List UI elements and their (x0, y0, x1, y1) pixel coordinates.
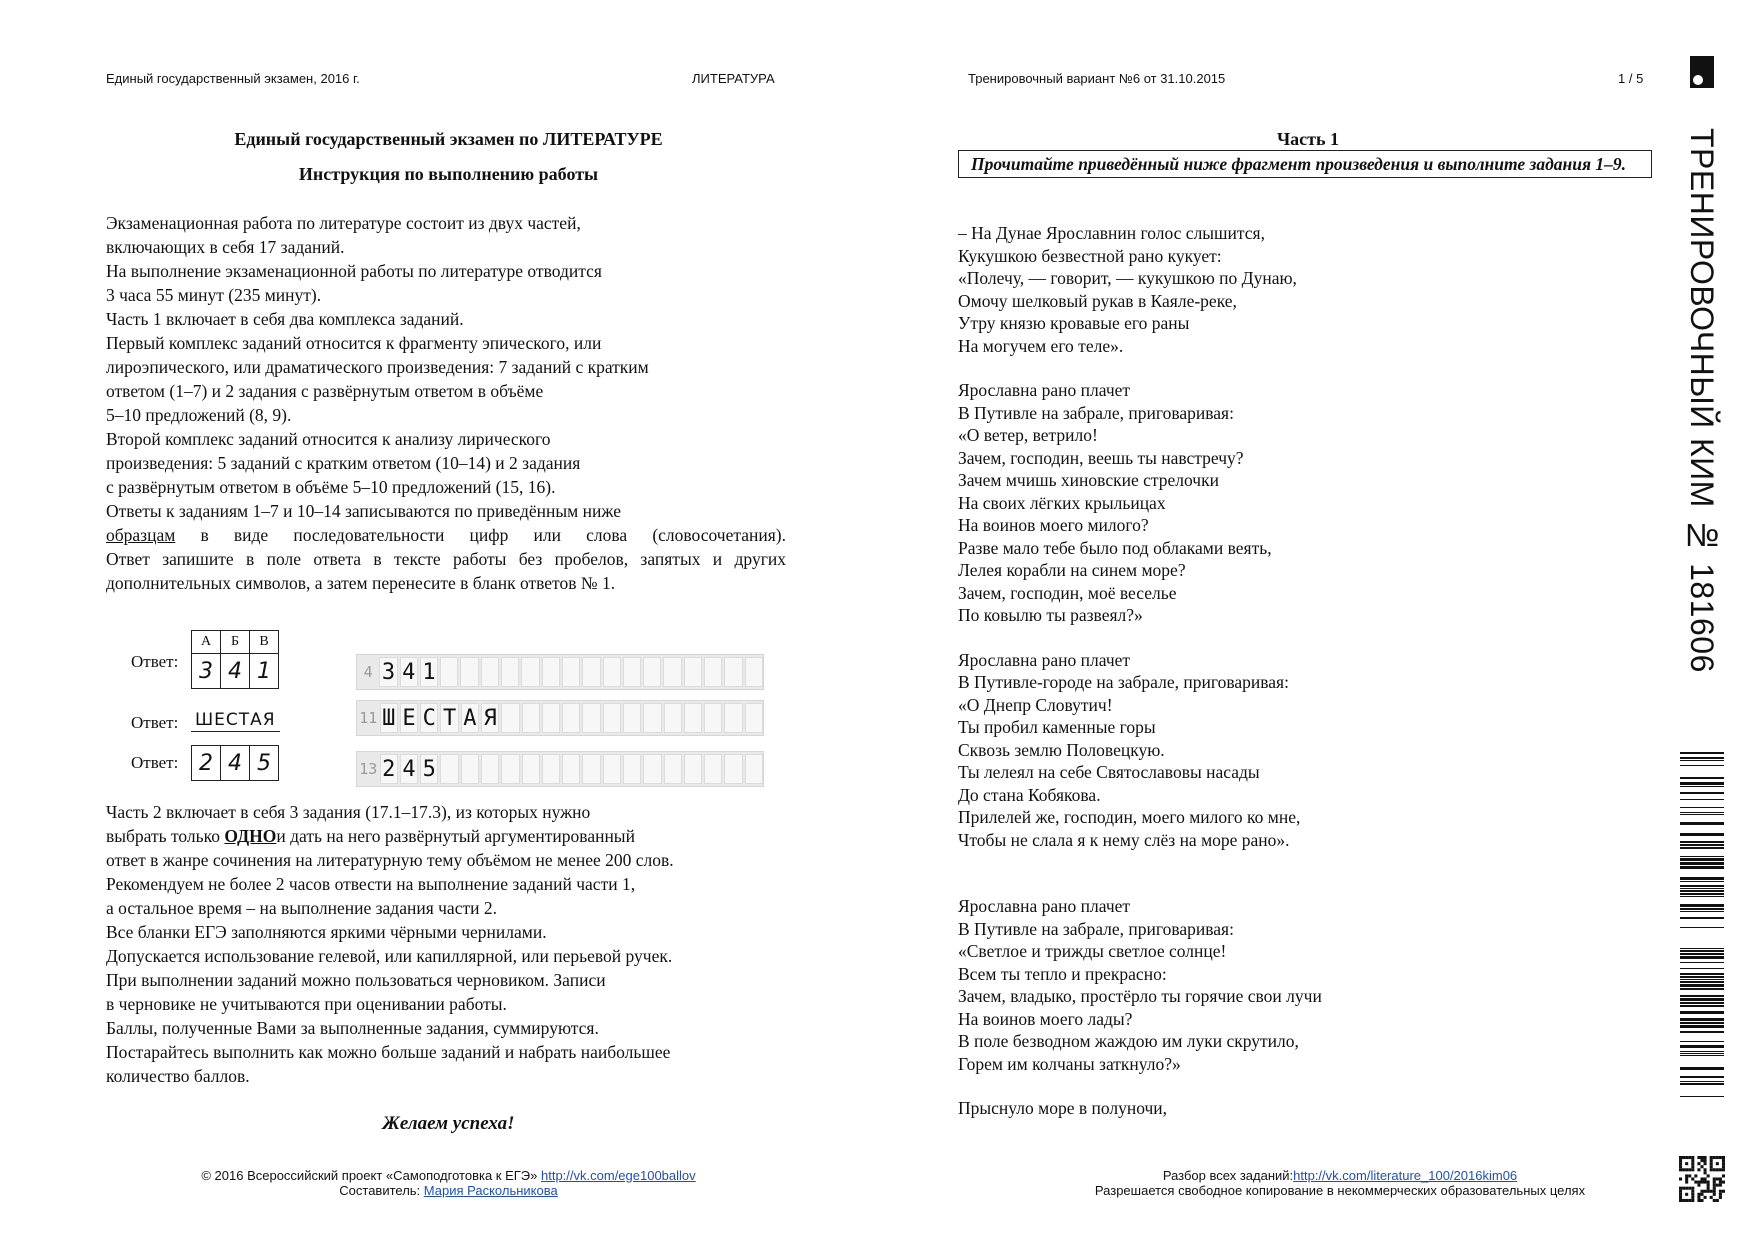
right-footer (990, 1168, 1690, 1198)
header-exam-year: Единый государственный экзамен, 2016 г. (106, 71, 360, 86)
text-line (106, 523, 786, 547)
poem-line: Ты пробил каменные горы (958, 717, 1156, 737)
form-cell: Я (481, 703, 499, 733)
form-task-number: 11 (359, 703, 378, 733)
form-cell (440, 657, 458, 687)
form-cell (684, 703, 702, 733)
poem-line: Утру князю кровавые его раны (958, 313, 1190, 333)
answer-label-2: Ответ: (131, 713, 179, 732)
form-cell (643, 657, 661, 687)
form-cell: 2 (380, 754, 398, 784)
form-cell (643, 754, 661, 784)
table-value-cell: 1 (250, 654, 279, 689)
form-task-number: 4 (359, 657, 377, 687)
form-cell: 3 (379, 657, 397, 687)
form-cell (522, 703, 540, 733)
answer-label-1: Ответ: (131, 652, 179, 671)
form-cell (704, 703, 722, 733)
text-fragment: и дать на него развёрнутый аргументированный (276, 826, 635, 846)
form-cell (440, 754, 458, 784)
text-line: Первый комплекс заданий относится к фрагменту эпического, или (106, 333, 602, 353)
poem-line: На воинов моего лады? (958, 1008, 1133, 1029)
table-header-cell: А (192, 631, 221, 654)
form-cell: Е (400, 703, 418, 733)
footer-copyright (106, 1168, 791, 1183)
form-cell (603, 657, 621, 687)
poem-line: Зачем, господин, веешь ты навстречу? (958, 447, 1244, 468)
form-cell (582, 657, 600, 687)
form-cell: 4 (400, 657, 418, 687)
answer-word-value: ШЕСТАЯ (191, 710, 280, 732)
text-line: Баллы, полученные Вами за выполненные задания, суммируются. (106, 1018, 599, 1038)
left-footer (106, 1168, 791, 1198)
answer-form-row-1 (356, 654, 764, 690)
form-cell (603, 754, 621, 784)
instructions-text (106, 211, 786, 595)
form-cell: Т (440, 703, 458, 733)
footer-author (106, 1183, 791, 1198)
form-cell (623, 657, 641, 687)
barcode-icon (1680, 752, 1724, 1104)
form-cell (664, 703, 682, 733)
form-cell (461, 754, 479, 784)
poem-line: Прыснуло море в полуночи, (958, 1098, 1168, 1118)
poem-line: Ярославна рано плачет (958, 649, 1131, 670)
form-cell (562, 703, 580, 733)
footer-analysis-label: Разбор всех заданий: (1162, 1168, 1294, 1183)
poem-line: На могучем его теле». (958, 335, 1124, 356)
text-line: 3 часа 55 минут (235 минут). (106, 285, 322, 305)
emphasis-one: ОДНО (224, 826, 277, 846)
stanza (958, 895, 1658, 1075)
form-cell (684, 657, 702, 687)
poem-line: Разве мало тебе было под облаками веять, (958, 537, 1272, 558)
form-cell (684, 754, 702, 784)
footer-author-label: Составитель: (339, 1183, 424, 1198)
text-line: На выполнение экзаменационной работы по литературе отводится (106, 261, 602, 281)
form-cell: 5 (420, 754, 438, 784)
poem-line: В Путивле-городе на забрале, приговаривая: (958, 672, 1289, 692)
form-cell: А (461, 703, 479, 733)
text-line: Часть 2 включает в себя 3 задания (17.1–17.3), из которых нужно (106, 802, 591, 822)
header-variant: Тренировочный вариант №6 от 31.10.2015 (968, 71, 1226, 86)
answer-table-abv (191, 630, 279, 689)
form-cell (724, 754, 742, 784)
stanza (958, 222, 1658, 357)
digit-cell: 4 (221, 746, 250, 781)
table-header-cell: Б (221, 631, 250, 654)
poem-line: Всем ты тепло и прекрасно: (958, 963, 1167, 984)
poem-line: «Полечу, — говорит, — кукушкою по Дунаю, (958, 268, 1297, 288)
form-cell (542, 754, 560, 784)
answer-label-3: Ответ: (131, 753, 179, 772)
table-value-cell: 4 (221, 654, 250, 689)
form-cell (582, 703, 600, 733)
text-fragment: выбрать только (106, 826, 225, 846)
part1-title: Часть 1 (1276, 129, 1340, 149)
stanza (958, 379, 1658, 627)
poem-line: Зачем, владыко, простёрло ты горячие свои лучи (958, 986, 1322, 1006)
text-line: Второй комплекс заданий относится к анализу лирического (106, 429, 551, 449)
form-cell (623, 703, 641, 733)
footer-text: © 2016 Всероссийский проект «Самоподготовка к ЕГЭ» (201, 1168, 541, 1183)
form-cell (663, 657, 681, 687)
footer-link[interactable]: http://vk.com/ege100ballov (541, 1168, 696, 1183)
vertical-kim-title: ТРЕНИРОВОЧНЫЙ КИМ № 181606 (1684, 128, 1720, 673)
form-cell (724, 703, 742, 733)
answer-word (191, 710, 280, 730)
form-cell (704, 754, 722, 784)
form-cell (562, 657, 580, 687)
text-line: Ответы к заданиям 1–7 и 10–14 записываются по приведённым ниже (106, 501, 621, 521)
answer-form-row-3 (356, 751, 764, 787)
header-subject: ЛИТЕРАТУРА (692, 71, 775, 86)
form-cell: С (420, 703, 438, 733)
poem-line: Омочу шелковый рукав в Каяле-реке, (958, 290, 1237, 311)
form-cell (704, 657, 722, 687)
poem-line: Чтобы не слала я к нему слёз на море рано». (958, 829, 1290, 850)
form-cell (623, 754, 641, 784)
text-line: Все бланки ЕГЭ заполняются яркими чёрными чернилами. (106, 922, 547, 942)
table-header-cell: В (250, 631, 279, 654)
text-line (106, 824, 796, 848)
form-cell (643, 703, 661, 733)
form-cell (521, 657, 539, 687)
form-cell (582, 754, 600, 784)
text-line: Постарайтесь выполнить как можно больше заданий и набрать наибольшее (106, 1042, 671, 1062)
text-line: ответ в жанре сочинения на литературную тему объёмом не менее 200 слов. (106, 850, 674, 870)
form-cell: 1 (420, 657, 438, 687)
text-line: количество баллов. (106, 1066, 250, 1086)
header-page-number: 1 / 5 (1618, 71, 1644, 86)
poem-line: Лелея корабли на синем море? (958, 560, 1186, 580)
poem-line: На своих лёгких крыльицах (958, 492, 1166, 513)
poem-line: «Светлое и трижды светлое солнце! (958, 941, 1227, 961)
poem-line: До стана Кобякова. (958, 784, 1101, 805)
text-line: При выполнении заданий можно пользоваться черновиком. Записи (106, 970, 606, 990)
form-cell (745, 657, 763, 687)
poem-line: Сквозь землю Половецкую. (958, 739, 1165, 760)
poem-line: Кукушкою безвестной рано кукует: (958, 245, 1222, 266)
form-cell (501, 703, 519, 733)
poem-line: Ярославна рано плачет (958, 896, 1131, 916)
text-line: 5–10 предложений (8, 9). (106, 405, 292, 425)
text-paragraph-end: Ответ запишите в поле ответа в тексте работы без пробелов, запятых и других дополнительных символов, а затем перенесите в бланк ответов № 1. (106, 549, 786, 593)
form-cell (542, 703, 560, 733)
corner-marker (1690, 56, 1714, 88)
text-line: Допускается использование гелевой, или капиллярной, или перьевой ручек. (106, 946, 673, 966)
text-line: лироэпического, или драматического произведения: 7 заданий с кратким (106, 357, 649, 377)
form-cell (724, 657, 742, 687)
text-line: ответом (1–7) и 2 задания с развёрнутым ответом в объёме (106, 381, 544, 401)
footer-analysis (990, 1168, 1690, 1183)
form-cell (542, 657, 560, 687)
wish-text: Желаем успеха! (382, 1113, 515, 1134)
analysis-link[interactable]: http://vk.com/literature_100/2016kim06 (1293, 1168, 1518, 1183)
samples-word: образцам (106, 525, 176, 545)
poem-line: В Путивле на забрале, приговаривая: (958, 402, 1234, 423)
text-line: а остальное время – на выполнение задания части 2. (106, 898, 497, 918)
poem-line: – На Дунае Ярославнин голос слышится, (958, 223, 1265, 243)
exam-title: Единый государственный экзамен по ЛИТЕРАТУРЕ (234, 129, 663, 149)
poem-line: Ты лелеял на себе Святославовы насады (958, 762, 1260, 782)
stanza (958, 1097, 1658, 1120)
form-cell (603, 703, 621, 733)
text-line: в черновике не учитываются при оценивании работы. (106, 994, 507, 1014)
stanza (958, 649, 1658, 852)
text-line: Экзаменационная работа по литературе состоит из двух частей, (106, 213, 581, 233)
form-cell (501, 657, 519, 687)
poem-line: «О Днепр Словутич! (958, 694, 1113, 715)
poem-fragment (958, 222, 1658, 1120)
digit-cell: 5 (250, 746, 279, 781)
part1-instruction: Прочитайте приведённый ниже фрагмент произведения и выполните задания 1–9. (958, 150, 1652, 178)
form-cell (522, 754, 540, 784)
form-task-number: 13 (359, 754, 378, 784)
form-cell (745, 754, 763, 784)
answer-digits (191, 745, 279, 781)
text-line: Часть 1 включает в себя два комплекса заданий. (106, 309, 464, 329)
form-cell (745, 703, 763, 733)
samples-rest: в виде последовательности цифр или слова (словосочетания). (175, 525, 786, 545)
part2-text (106, 800, 796, 1088)
poem-line: Зачем, господин, моё веселье (958, 582, 1177, 603)
text-line: с развёрнутым ответом в объёме 5–10 предложений (15, 16). (106, 477, 556, 497)
form-cell (481, 754, 499, 784)
text-line: произведения: 5 заданий с кратким ответом (10–14) и 2 задания (106, 453, 581, 473)
text-line: Рекомендуем не более 2 часов отвести на выполнение заданий части 1, (106, 874, 636, 894)
poem-line: В поле безводном жаждою им луки скрутило, (958, 1031, 1299, 1051)
poem-line: Прилелей же, господин, моего милого ко мне, (958, 807, 1301, 827)
form-cell (664, 754, 682, 784)
poem-line: На воинов моего милого? (958, 515, 1149, 535)
digit-cell: 2 (192, 746, 221, 781)
form-cell (460, 657, 478, 687)
answer-form-row-2 (356, 700, 764, 736)
footer-copy-note: Разрешается свободное копирование в некоммерческих образовательных целях (1094, 1183, 1586, 1198)
form-cell: Ш (380, 703, 398, 733)
form-cell (562, 754, 580, 784)
poem-line: «О ветер, ветрило! (958, 425, 1098, 445)
text-line: включающих в себя 17 заданий. (106, 237, 345, 257)
table-value-cell: 3 (192, 654, 221, 689)
poem-line: Зачем мчишь хиновские стрелочки (958, 470, 1219, 490)
poem-line: По ковылю ты развеял?» (958, 605, 1143, 625)
poem-line: Горем им колчаны заткнуло?» (958, 1053, 1181, 1074)
form-cell: 4 (400, 754, 418, 784)
form-cell (501, 754, 519, 784)
instructions-title: Инструкция по выполнению работы (298, 164, 599, 184)
author-link[interactable]: Мария Раскольникова (423, 1183, 558, 1198)
form-cell (481, 657, 499, 687)
poem-line: В Путивле на забрале, приговаривая: (958, 918, 1234, 939)
poem-line: Ярославна рано плачет (958, 380, 1131, 400)
qr-code-icon (1679, 1156, 1725, 1202)
